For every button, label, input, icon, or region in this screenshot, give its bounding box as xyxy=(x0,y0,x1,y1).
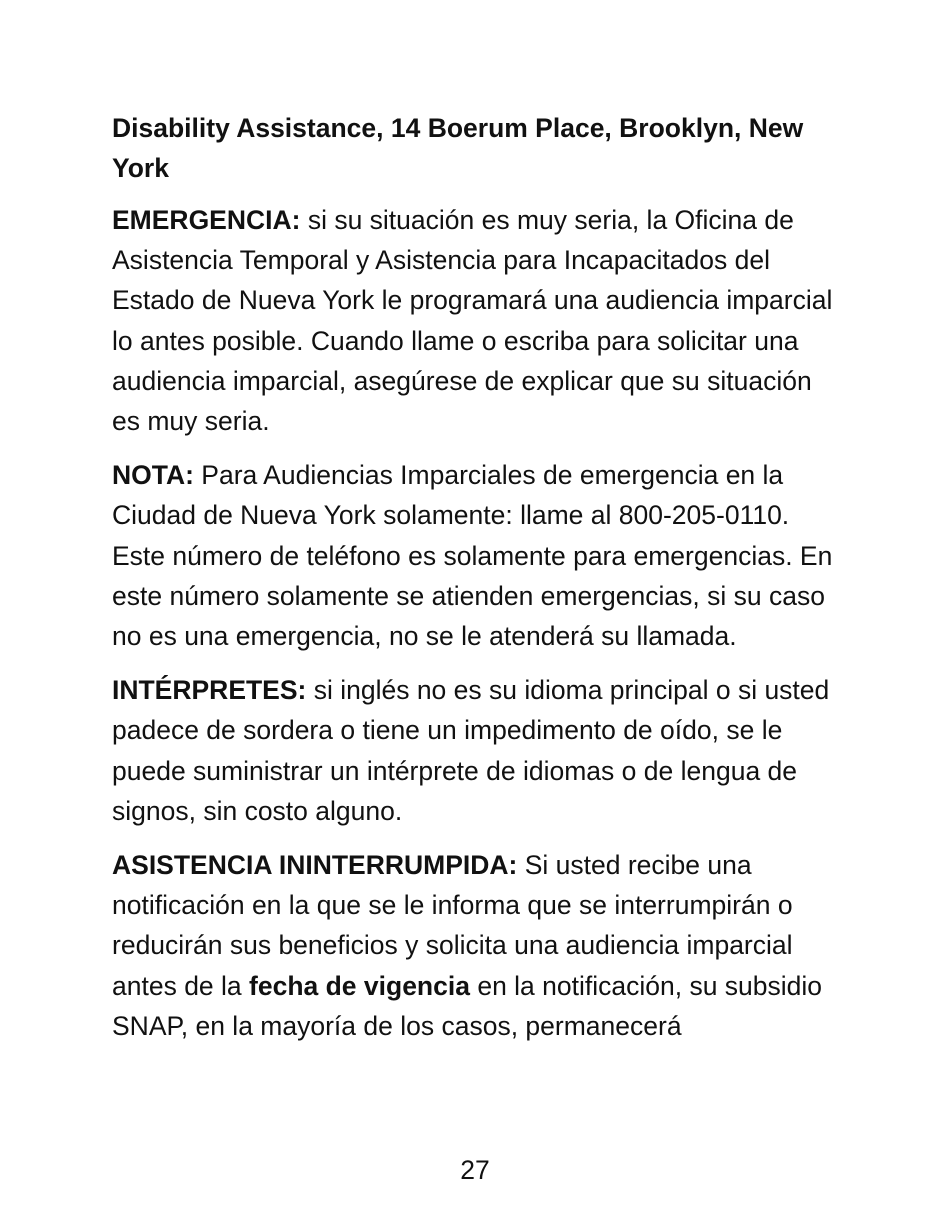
page-heading: Disability Assistance, 14 Boerum Place, Brooklyn, New York xyxy=(112,113,804,183)
continued-assistance-label: ASISTENCIA ININTERRUMPIDA: xyxy=(112,850,518,881)
note-text: Para Audiencias Imparciales de emergencia en la Ciudad de Nueva York solamente: llame al 800-205-0110. Este número de teléfono es solamente para emergencias. En este número solamente se atienden emergencias, si su caso no es una emergencia, no se le atenderá su llamada. xyxy=(112,460,833,652)
interpreters-paragraph xyxy=(112,670,842,831)
emergency-text: si su situación es muy seria, la Oficina de Asistencia Temporal y Asistencia para Incapacitados del Estado de Nueva York le programará una audiencia imparcial lo antes posible. Cuando llame o escriba para solicitar una audiencia imparcial, asegúrese de explicar que su situación es muy seria. xyxy=(112,205,833,437)
interpreters-label: INTÉRPRETES: xyxy=(112,675,307,706)
emergency-label: EMERGENCIA: xyxy=(112,205,301,235)
continued-assistance-text-before: Si usted recibe una notificación en la que se le informa que se interrumpirán o reducirán sus beneficios y solicita una audiencia imparcial antes de la xyxy=(112,850,793,1001)
interpreters-text: si inglés no es su idioma principal o si usted padece de sordera o tiene un impedimento de oído, se le puede suministrar un intérprete de idiomas o de lengua de signos, sin costo alguno. xyxy=(112,675,830,826)
effective-date-emphasis: fecha de vigencia xyxy=(249,970,470,1001)
emergency-paragraph xyxy=(112,200,842,441)
page-number: 27 xyxy=(460,1155,490,1185)
continued-assistance-paragraph xyxy=(112,845,842,1046)
note-label: NOTA: xyxy=(112,460,194,491)
note-paragraph xyxy=(112,455,842,656)
document-page xyxy=(112,108,842,1060)
continued-assistance-text-after: en la notificación, su subsidio SNAP, en la mayoría de los casos, permanecerá xyxy=(112,970,823,1041)
